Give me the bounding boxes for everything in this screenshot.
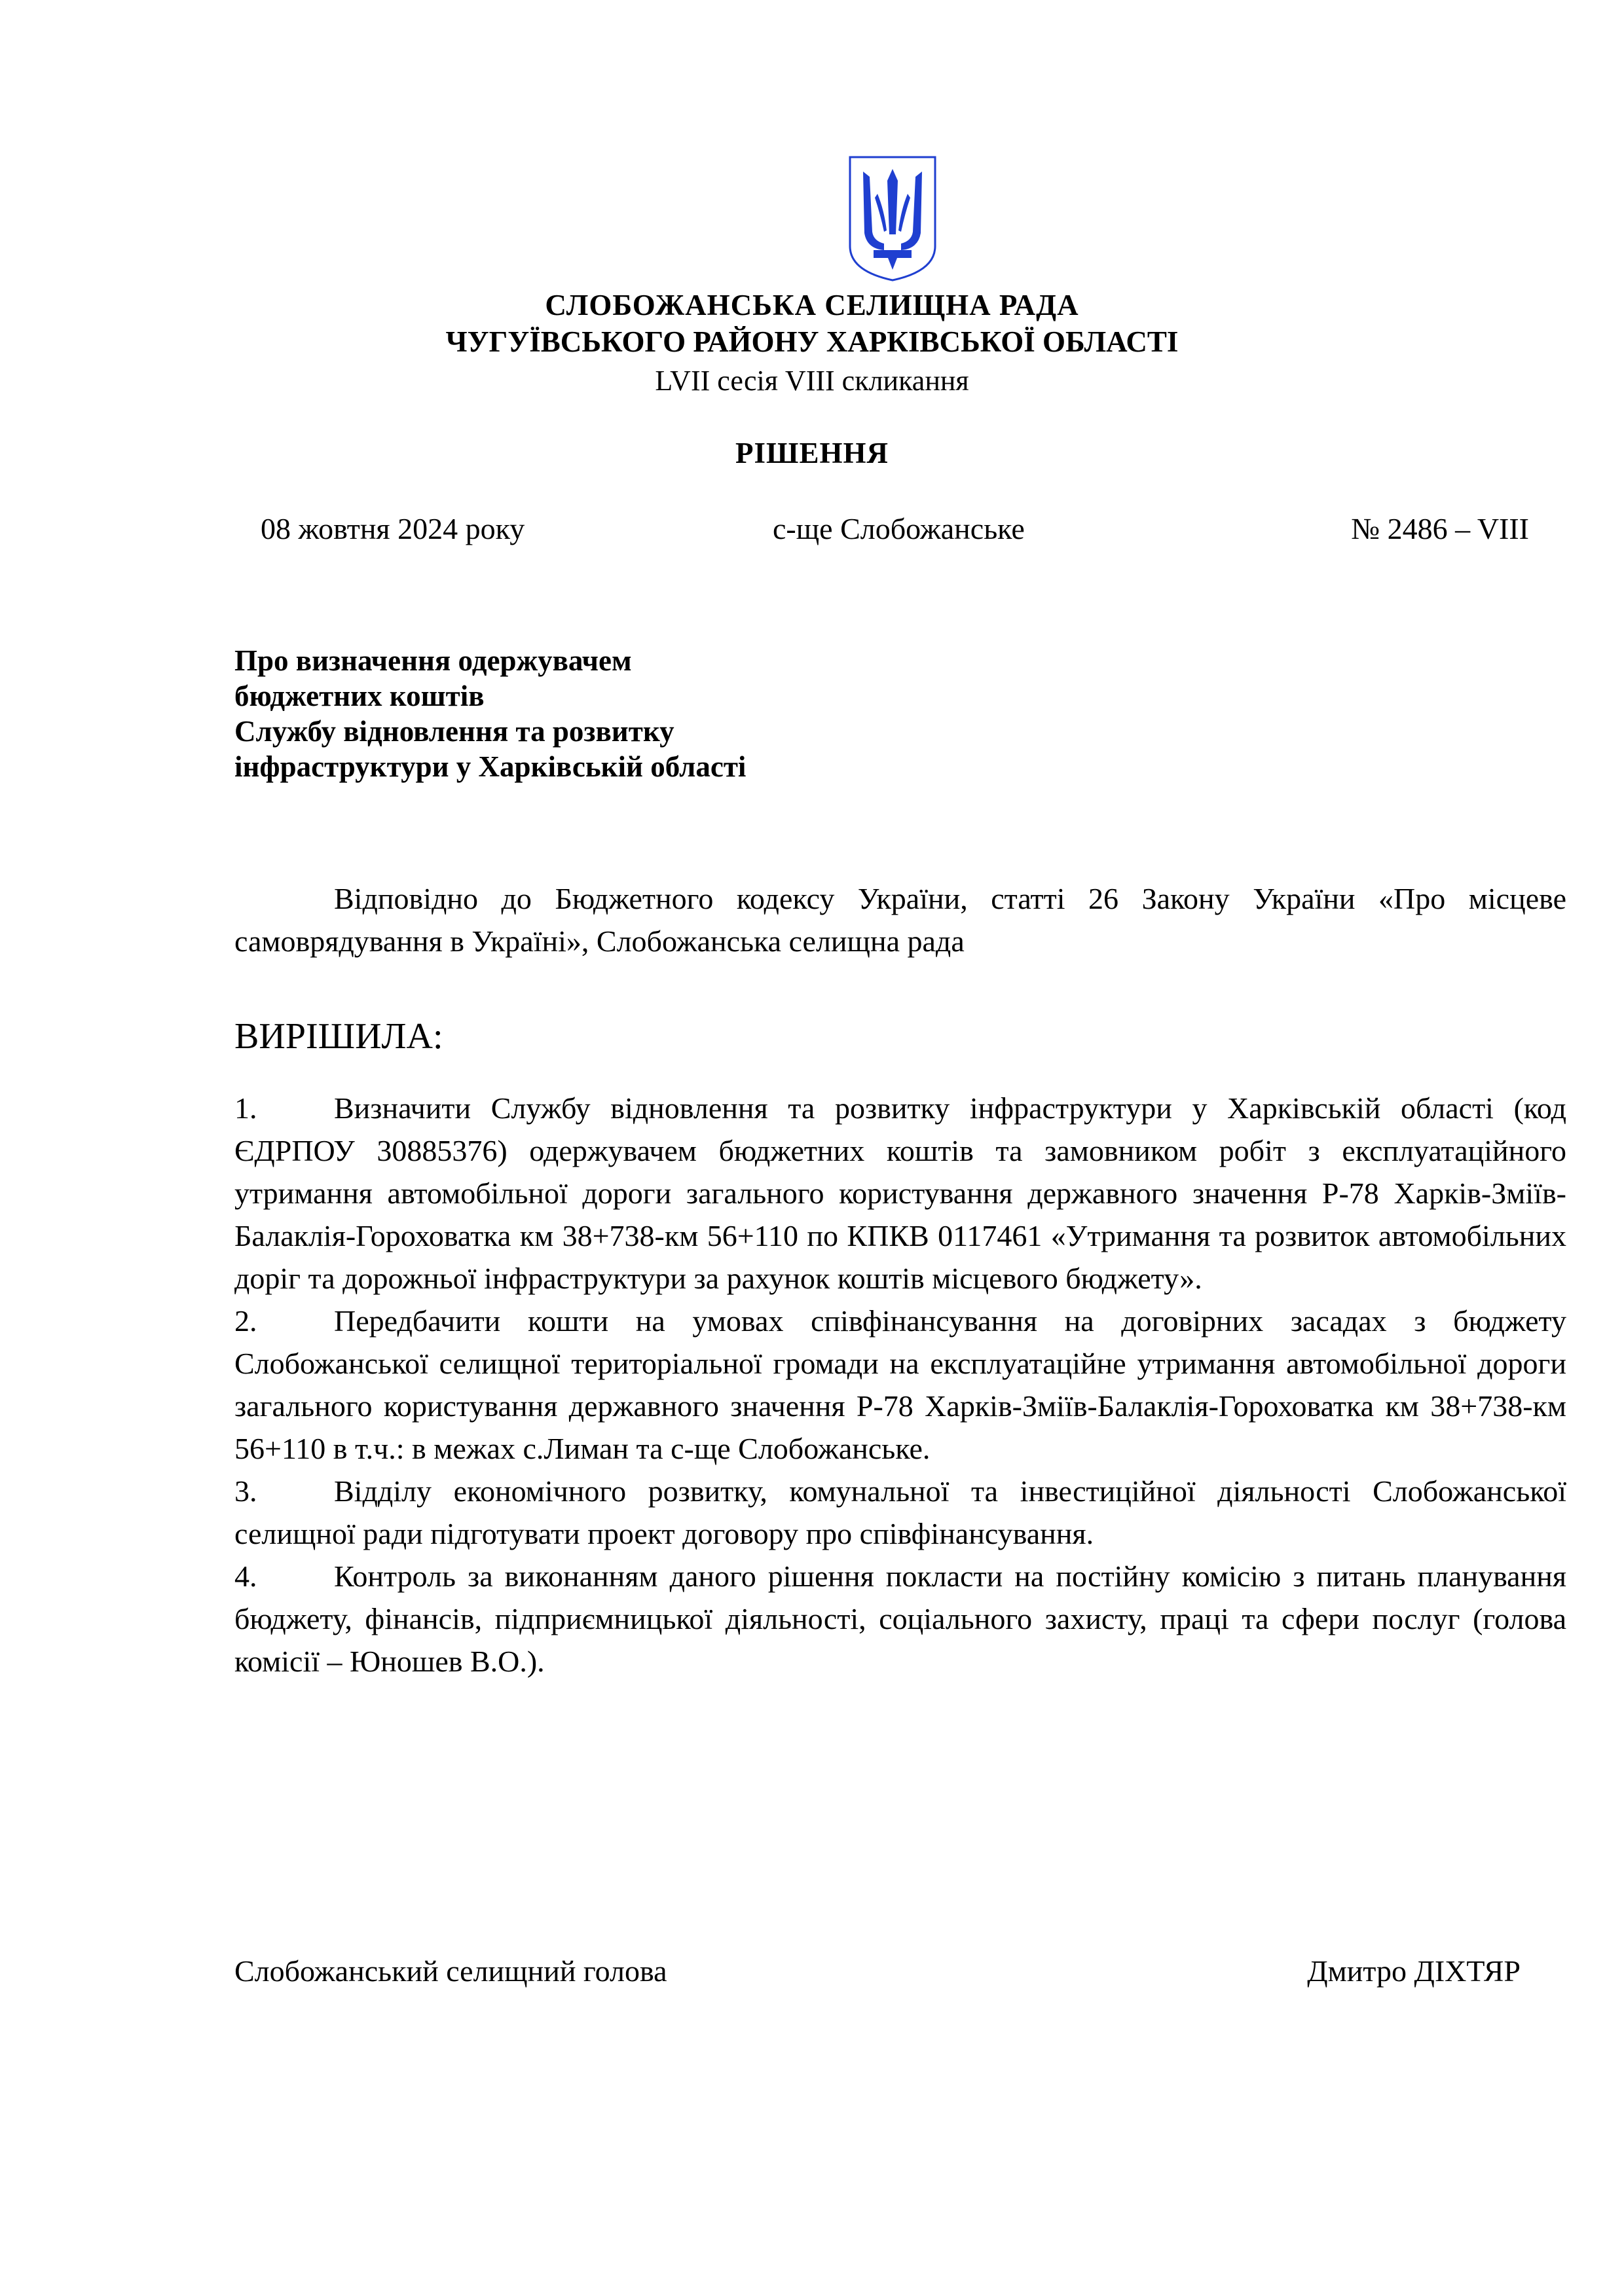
item-number: 2. [234, 1304, 257, 1338]
decision-item [234, 1470, 1566, 1555]
session-info: LVII сесія VIII скликання [655, 365, 969, 397]
item-text: Передбачити кошти на умовах співфінансування на договірних засадах з бюджету Слобожанської селищної територіальної громади на експлуатаційне утримання автомобільної дороги загального користування державного значення Р-78 Харків-Зміїв-Балаклія-Гороховатка км 38+738-км 56+110 в т.ч.: в межах с.Лиман та с-ще Слобожанське. [234, 1304, 1566, 1465]
signatory-position: Слобожанський селищний голова [234, 1954, 667, 1988]
subject-line: Про визначення одержувачем [234, 644, 632, 677]
decision-item [234, 1555, 1566, 1683]
decision-date: 08 жовтня 2024 року [261, 512, 525, 545]
decision-number: № 2486 – VIII [1351, 512, 1529, 545]
decision-items-list [234, 1087, 1566, 1683]
item-number: 4. [234, 1559, 257, 1593]
document-type-title: РІШЕННЯ [735, 437, 889, 469]
item-text: Визначити Службу відновлення та розвитку інфраструктури у Харківській області (код ЄДРПОУ 30885376) одержувачем бюджетних коштів та замовником робіт з експлуатаційного утримання автомобільної дороги загального користування державного значення Р-78 Харків-Зміїв-Балаклія-Гороховатка км 38+738-км 56+110 по КПКВ 0117461 «Утримання та розвиток автомобільних доріг та дорожньої інфраструктури за рахунок коштів місцевого бюджету». [234, 1091, 1566, 1295]
signatory-name: Дмитро ДІХТЯР [1307, 1954, 1521, 1988]
subject-line: бюджетних коштів [234, 680, 485, 712]
subject-line: Службу відновлення та розвитку [234, 715, 674, 748]
item-number: 3. [234, 1474, 257, 1508]
decision-place: с-ще Слобожанське [773, 512, 1025, 545]
item-number: 1. [234, 1091, 257, 1125]
preamble-paragraph: Відповідно до Бюджетного кодексу України, статті 26 Закону України «Про місцеве самоврядування в Україні», Слобожанська селищна рада [234, 882, 1566, 958]
decision-item [234, 1300, 1566, 1470]
decision-item [234, 1087, 1566, 1300]
trident-coat-of-arms-icon [847, 155, 938, 283]
subject-line: інфраструктури у Харківській області [234, 750, 747, 783]
decision-subject [234, 643, 746, 784]
council-name: СЛОБОЖАНСЬКА СЕЛИЩНА РАДА [545, 289, 1079, 321]
decided-heading: ВИРІШИЛА: [234, 1016, 443, 1057]
item-text: Відділу економічного розвитку, комунальної та інвестиційної діяльності Слобожанської селищної ради підготувати проект договору про співфінансування. [234, 1474, 1566, 1550]
council-region: ЧУГУЇВСЬКОГО РАЙОНУ ХАРКІВСЬКОЇ ОБЛАСТІ [445, 325, 1179, 358]
item-text: Контроль за виконанням даного рішення покласти на постійну комісію з питань планування бюджету, фінансів, підприємницької діяльності, соціального захисту, праці та сфери послуг (голова комісії – Юношев В.О.). [234, 1559, 1566, 1678]
